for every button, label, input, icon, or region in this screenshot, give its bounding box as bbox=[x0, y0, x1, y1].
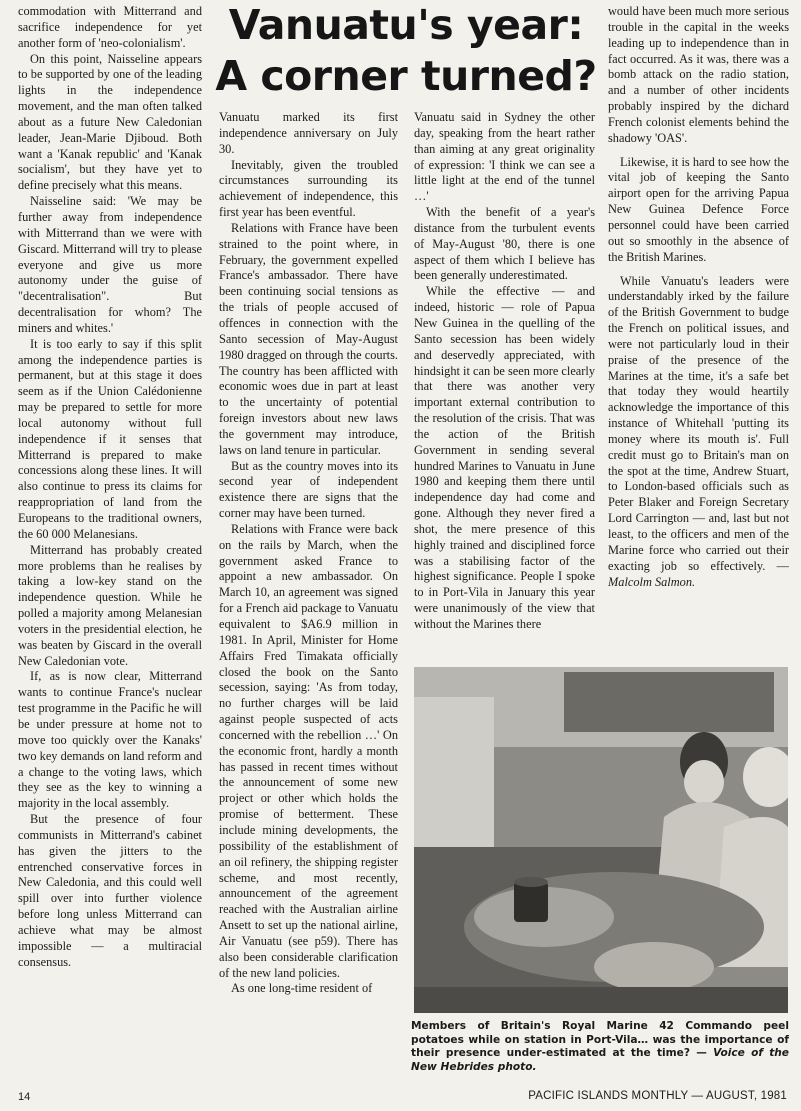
page-number: 14 bbox=[18, 1091, 31, 1103]
photo-illustration bbox=[414, 667, 788, 1013]
paragraph: Vanuatu said in Sydney the other day, speaking from the heart rather than aiming at any great originality of expression: 'I think we can see a little light at the end of the tunnel …' bbox=[414, 110, 595, 204]
paragraph: With the benefit of a year's distance from the turbulent events of May-August '80, there is one aspect of them which I believe has been generally underestimated. bbox=[414, 205, 595, 283]
paragraph: would have been much more serious trouble in the capital in the weeks leading up to independence than in fact occurred. As it was, there was a bomb attack on the radio station, and a number of other incidents probably inspired by the dichard French colonist elements behind the shadowy 'OAS'. bbox=[608, 4, 789, 145]
author-byline: Malcolm Salmon. bbox=[608, 574, 696, 589]
paragraph: If, as is now clear, Mitterrand wants to continue France's nuclear test programme in the Pacific he will be under pressure at home not to move too quickly over the Kanaks' two key demands on land reform and a change to the voting laws, which they see as the key to winning a majority in the local assembly. bbox=[18, 669, 202, 811]
paragraph: On this point, Naisseline appears to be supported by one of the leading lights in the independence movement, and the man often talked about as a future New Caledonian leader, Jean-Marie Djiboud. Both want a 'Kanak republic' and 'Kanak socialism', but they have yet to define precisely what this means. bbox=[18, 51, 202, 193]
article-column-3 bbox=[414, 110, 595, 658]
photo-credit: Voice of the New Hebrides photo. bbox=[411, 1047, 789, 1073]
paragraph bbox=[608, 274, 789, 591]
photo-caption bbox=[411, 1020, 789, 1074]
paragraph: Relations with France were back on the rails by March, when the government asked France to appoint a new ambassador. On March 10, an agreement was signed for a French aid package to Vanuatu equivalent to $A6.9 million in 1981. In April, Minister for Home Affairs Fred Timakata officially closed the book on the Santo secession, saying: 'As from today, no further charges will be laid against people suspected of acts concerned with the rebellion …' On the economic front, hardly a month has passed in recent times without the announcement of some new project or other which holds the promise of betterment. These include mining developments, the possibility of the establishment of an oil refinery, the shipping register scheme, and most recently, announcement of the agreement reached with the Australian airline Ansett to set up the national airline, Air Vanuatu (see p59). There has also been considerable clarification of the new land policies. bbox=[219, 521, 398, 980]
marines-photo bbox=[414, 667, 788, 1013]
paragraph: commodation with Mitterrand and sacrifice independence for yet another form of 'neo-colonialism'. bbox=[18, 4, 202, 50]
paragraph: Likewise, it is hard to see how the vital job of keeping the Santo airport open for the arriving Papua New Guinea Defence Force personnel could have been carried out so smoothly in the absence of the British Marines. bbox=[608, 154, 789, 264]
magazine-footer: PACIFIC ISLANDS MONTHLY — AUGUST, 1981 bbox=[528, 1090, 787, 1102]
paragraph: As one long-time resident of bbox=[231, 981, 373, 996]
headline bbox=[214, 0, 598, 102]
paragraph: But as the country moves into its second year of independent existence there are signs that the corner may have been turned. bbox=[219, 458, 398, 521]
paragraph: Vanuatu marked its first independence anniversary on July 30. bbox=[219, 110, 398, 156]
article-column-1 bbox=[18, 4, 202, 1068]
paragraph: Naisseline said: 'We may be further away from independence with Mitterrand than we were with Giscard. Mitterrand will try to please everyone and give us more autonomy under the guise of "decentralisation". But decentralisation for whom? The miners and whites.' bbox=[18, 194, 202, 335]
article-column-4 bbox=[608, 4, 789, 659]
paragraph: While the effective — and indeed, historic — role of Papua New Guinea in the quelling of the Santo secession has been widely and deservedly appreciated, with hindsight it can be seen more clearly that there was another very important external contribution to the resolution of the crisis. That was the action of the British Government in sending several hundred Marines to Vanuatu in June 1980 and keeping them there until independence day had come and gone. Although they never fired a shot, the mere presence of this highly trained and disciplined force was a stabilising factor of the highest significance. People I spoke to in Port-Vila in January this year were unanimously of the view that without the Marines there bbox=[414, 284, 595, 631]
paragraph: Mitterrand has probably created more problems than he realises by taking a low-key stand on the independence question. While he polled a majority among Melanesian voters in the presidential election, he was beaten by Giscard in the overall New Caledonian vote. bbox=[18, 542, 202, 668]
paragraph: Inevitably, given the troubled circumstances surrounding its achievement of independence, this first year has been eventful. bbox=[219, 157, 398, 220]
headline-line-1: Vanuatu's year: bbox=[228, 1, 584, 49]
article-column-2 bbox=[219, 110, 398, 1076]
headline-line-2: A corner turned? bbox=[215, 52, 597, 100]
paragraph-text: While Vanuatu's leaders were understandably irked by the failure of the British Government to budge the French on political issues, and were not particularly loud in their praise of the presence of the Marines at the time, it's a safe bet that today they would heartily acknowledge the importance of this instance of Whitehall 'putting its money where its mouth is'. Full credit must go to Britain's man on the spot at the time, Andrew Stuart, to London-based officials such as Peter Blaker and Foreign Secretary Lord Carrington — and, last but not least, to the officers and men of the Marine force who carried out their exacting job so effectively. — bbox=[608, 273, 789, 573]
caption-text: Members of Britain's Royal Marine 42 Commando peel potatoes while on station in Port-Vila… was the importance of their presence under-estimated at the time? — bbox=[411, 1020, 789, 1060]
paragraph: It is too early to say if this split among the independence parties is permanent, but at this stage it does seem as if the Union Calédonienne may be prepared to settle for more local autonomy without full independence if it senses that Mitterrand is prepared to make concessions along these lines. It will also continue to press its claims for reappropriation of land from the Europeans to the traditional owners, the 60 000 Melanesians. bbox=[18, 336, 202, 541]
paragraph: But the presence of four communists in Mitterrand's cabinet has given the jitters to the entrenched conservative forces in New Caledonia, and this could well spill over into further violence before long unless Mitterrand can achieve what may be almost impossible — a multiracial consensus. bbox=[18, 812, 202, 969]
paragraph: Relations with France have been strained to the point where, in February, the government expelled France's ambassador. There have been continuing social tensions as the trials of people accused of offences in connection with the Santo secession of May-August 1980 dragged on through the courts. The country has been afflicted with economic woes due in part at least to the uncertainty of potential foreign investors about new laws the government may introduce, laws on land tenure in particular. bbox=[219, 220, 398, 457]
